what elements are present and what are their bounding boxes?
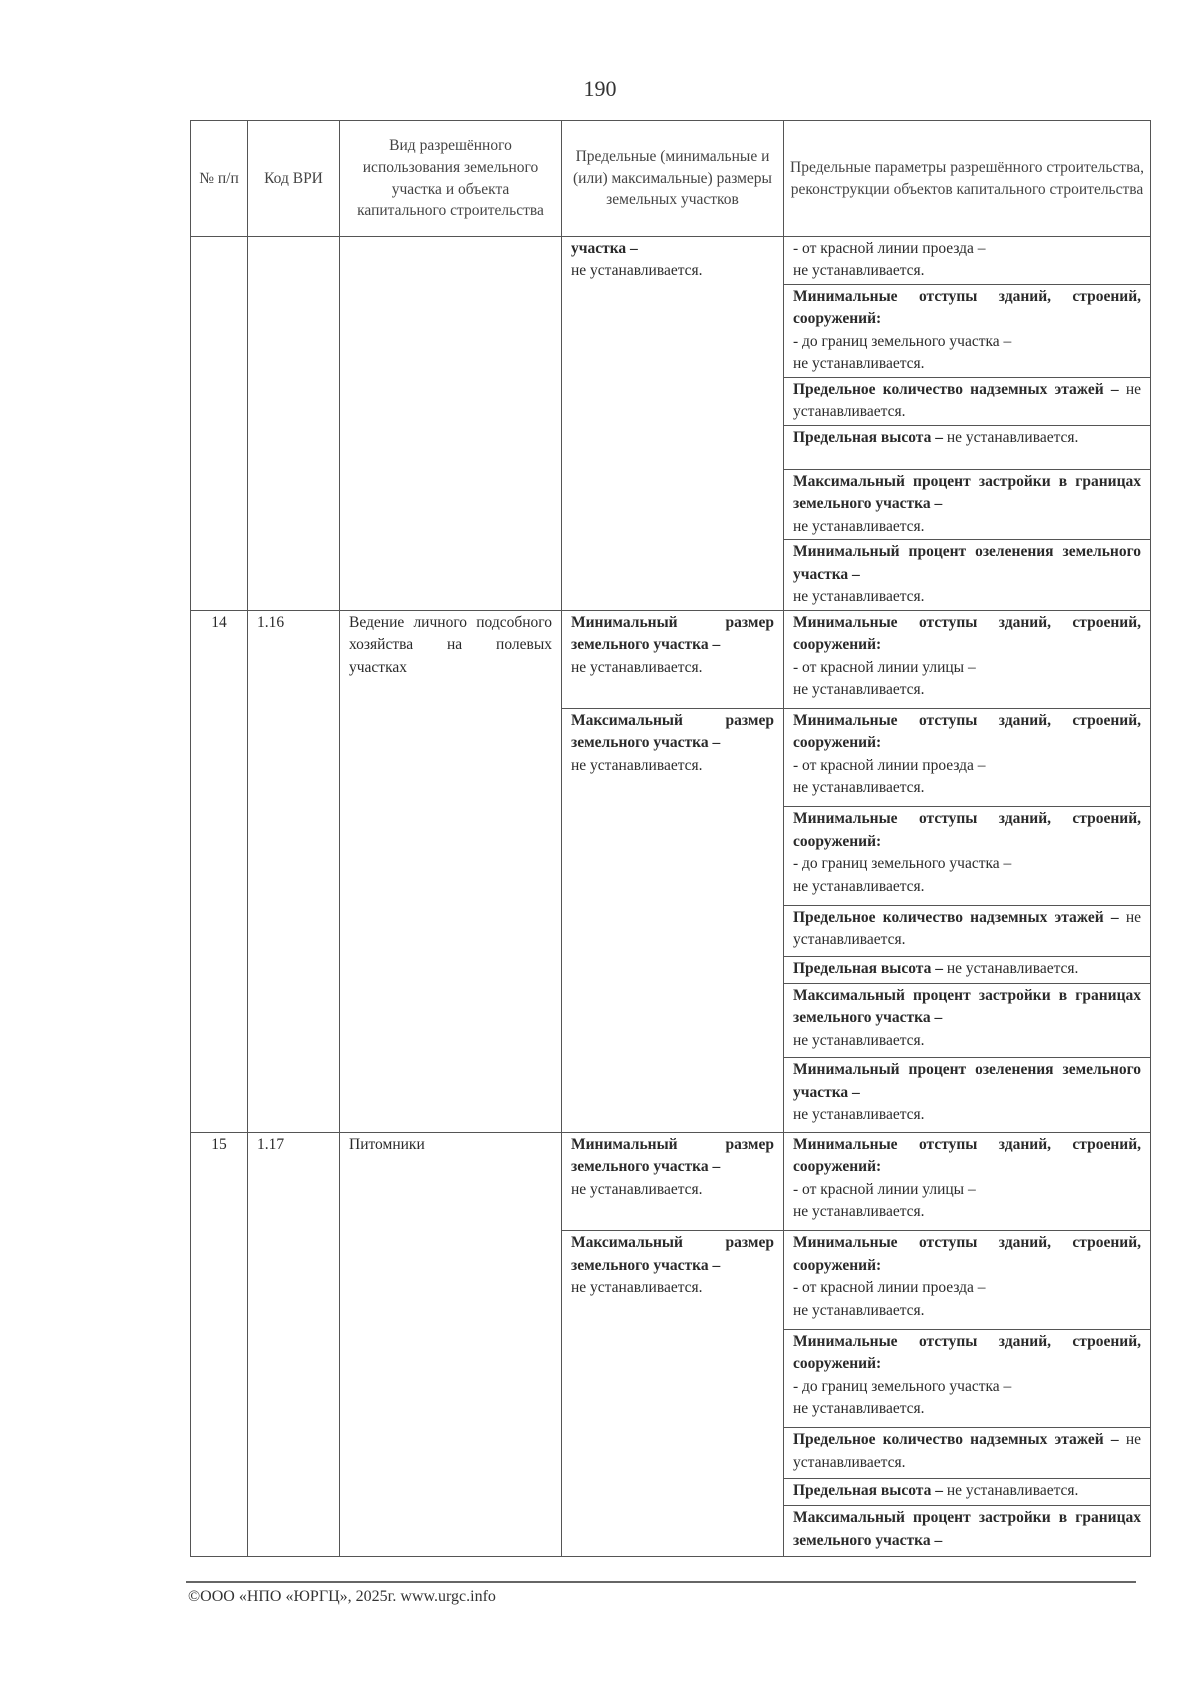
size-text: [571, 1232, 774, 1299]
size-text: [571, 612, 774, 679]
param-title: Максимальный процент застройки в границах земельного участка –: [793, 472, 1141, 513]
param-text: [793, 427, 1141, 449]
cell-max-size: [562, 709, 784, 1133]
zoning-parameters-table: [190, 120, 1151, 1557]
cell-min-size: [562, 610, 784, 708]
size-text: [571, 238, 774, 283]
param-value: не устанавливается.: [946, 1482, 1079, 1500]
param-value: не устанавливается.: [793, 877, 925, 895]
use-text: [349, 1134, 552, 1156]
param-cell: [784, 377, 1151, 425]
cell-number: [191, 237, 248, 611]
param-detail: - от красной линии улицы –: [793, 1180, 976, 1198]
cell-number: [191, 1132, 248, 1556]
param-value: не устанавливается.: [793, 517, 925, 535]
param-text: [793, 379, 1141, 424]
footer-rule: [186, 1581, 1136, 1583]
footer-copyright: ©ООО «НПО «ЮРГЦ», 2025г. www.urgc.info: [188, 1588, 496, 1605]
param-text: [793, 808, 1141, 898]
vri-code: 1.16: [257, 613, 285, 631]
cell-code: [248, 610, 340, 1132]
cell-number: [191, 610, 248, 1132]
param-cell: [784, 1329, 1151, 1427]
param-text: [793, 710, 1141, 800]
size-title: участка –: [571, 240, 638, 257]
size-title: Максимальный размер земельного участка –: [571, 712, 774, 752]
param-title: Минимальный процент озеленения земельного участка –: [793, 543, 1141, 583]
row-number: 15: [211, 1135, 227, 1153]
param-title: Предельное количество надземных этажей –: [793, 380, 1119, 398]
param-value: не устанавливается.: [793, 1106, 925, 1124]
size-text: [571, 710, 774, 777]
size-text: [571, 1134, 774, 1201]
param-title: Предельная высота –: [793, 959, 943, 977]
param-cell: [784, 610, 1151, 708]
param-title: Минимальный процент озеленения земельного участка –: [793, 1061, 1141, 1101]
param-value: не устанавливается.: [793, 908, 1142, 949]
size-value: не устанавливается.: [571, 658, 703, 676]
page-number: 190: [583, 76, 617, 101]
cell-code: [248, 1132, 340, 1556]
param-title: Предельная высота –: [793, 428, 943, 446]
param-value: не устанавливается.: [793, 779, 925, 797]
param-text: [793, 1331, 1141, 1421]
param-text: [793, 612, 1141, 702]
use-type-text: Ведение личного подсобного хозяйства на полевых участках: [349, 613, 552, 676]
cell-use-type: [340, 610, 562, 1132]
param-title: Минимальные отступы зданий, строений, сооружений:: [793, 1135, 1141, 1176]
cell-min-size: [562, 1132, 784, 1230]
param-text: [793, 286, 1141, 376]
size-title: Минимальный размер земельного участка –: [571, 1135, 774, 1176]
param-detail: - от красной линии улицы –: [793, 658, 976, 676]
param-title: Максимальный процент застройки в границах земельного участка –: [793, 1509, 1141, 1549]
header-use-type: Вид разрешённого использования земельного участка и объекта капитального строительства: [340, 121, 562, 237]
param-title: Минимальные отступы зданий, строений, сооружений:: [793, 1332, 1141, 1373]
param-value: не устанавливается.: [793, 1301, 925, 1319]
param-cell: [784, 956, 1151, 983]
param-title: Предельное количество надземных этажей –: [793, 908, 1119, 926]
header-plot-sizes: Предельные (минимальные и (или) максимальные) размеры земельных участков: [562, 121, 784, 237]
param-text: [793, 1059, 1141, 1126]
param-detail: - до границ земельного участка –: [793, 332, 1012, 350]
param-cell: [784, 709, 1151, 807]
param-cell: [784, 425, 1151, 469]
param-cell: [784, 1058, 1151, 1133]
use-text: [349, 612, 552, 679]
param-value: не устанавливается.: [793, 262, 925, 280]
param-text: [793, 985, 1141, 1052]
param-detail: - до границ земельного участка –: [793, 855, 1012, 873]
use-type-text: Питомники: [349, 1135, 425, 1153]
param-text: [793, 958, 1141, 980]
table-row: [191, 237, 1151, 285]
param-text: [793, 471, 1141, 538]
param-detail: - от красной линии проезда –: [793, 1279, 986, 1297]
row-number: 14: [211, 613, 227, 631]
header-code: Код ВРИ: [248, 121, 340, 237]
param-cell: [784, 1132, 1151, 1230]
param-detail: - до границ земельного участка –: [793, 1377, 1012, 1395]
cell-code: [248, 237, 340, 611]
param-title: Максимальный процент застройки в границах земельного участка –: [793, 986, 1141, 1027]
param-cell: [784, 1231, 1151, 1329]
table-header-row: [191, 121, 1151, 237]
param-text: [793, 1480, 1141, 1502]
param-cell: [784, 469, 1151, 539]
param-value: не устанавливается.: [946, 959, 1079, 977]
param-cell: [784, 284, 1151, 377]
param-cell: [784, 905, 1151, 956]
param-value: не устанавливается.: [793, 1400, 925, 1418]
param-value: не устанавливается.: [793, 1203, 925, 1221]
table-row: [191, 1132, 1151, 1230]
param-value: не устанавливается.: [793, 380, 1142, 421]
size-value: не устанавливается.: [571, 262, 703, 280]
param-cell: [784, 1428, 1151, 1479]
param-title: Минимальные отступы зданий, строений, сооружений:: [793, 712, 1141, 752]
param-detail: - от красной линии проезда –: [793, 756, 986, 774]
param-value: не устанавливается.: [793, 680, 925, 698]
param-value: не устанавливается.: [793, 1031, 925, 1049]
size-title: Минимальный размер земельного участка –: [571, 613, 774, 654]
param-cell: [784, 237, 1151, 285]
header-number: № п/п: [191, 121, 248, 237]
param-cell: [784, 807, 1151, 905]
param-text: [793, 541, 1141, 608]
param-cell: [784, 1506, 1151, 1557]
param-value: не устанавливается.: [793, 1431, 1142, 1471]
cell-plot-size: [562, 237, 784, 611]
param-text: [793, 1507, 1141, 1552]
param-title: Минимальные отступы зданий, строений, сооружений:: [793, 287, 1141, 328]
param-title: Предельная высота –: [793, 1482, 943, 1500]
param-value: не устанавливается.: [793, 588, 925, 606]
table-row: [191, 610, 1151, 708]
param-title: Минимальные отступы зданий, строений, сооружений:: [793, 810, 1141, 850]
vri-code: 1.17: [257, 1135, 285, 1153]
param-text: [793, 1429, 1141, 1474]
param-title: Минимальные отступы зданий, строений, сооружений:: [793, 1234, 1141, 1274]
header-construction-params: Предельные параметры разрешённого строительства, реконструкции объектов капитального строительства: [784, 121, 1151, 237]
size-value: не устанавливается.: [571, 1180, 703, 1198]
param-detail: - от красной линии проезда –: [793, 240, 986, 257]
cell-use-type: [340, 1132, 562, 1556]
cell-use-type: [340, 237, 562, 611]
size-title: Максимальный размер земельного участка –: [571, 1234, 774, 1274]
param-cell: [784, 1479, 1151, 1506]
size-value: не устанавливается.: [571, 1279, 703, 1297]
param-value: не устанавливается.: [793, 355, 925, 373]
param-cell: [784, 540, 1151, 610]
cell-max-size: [562, 1231, 784, 1557]
param-text: [793, 1232, 1141, 1322]
param-cell: [784, 983, 1151, 1058]
param-title: Минимальные отступы зданий, строений, сооружений:: [793, 613, 1141, 654]
param-title: Предельное количество надземных этажей –: [793, 1431, 1119, 1449]
param-text: [793, 907, 1141, 952]
size-value: не устанавливается.: [571, 756, 703, 774]
param-text: [793, 238, 1141, 283]
param-value: не устанавливается.: [946, 428, 1079, 446]
param-text: [793, 1134, 1141, 1224]
